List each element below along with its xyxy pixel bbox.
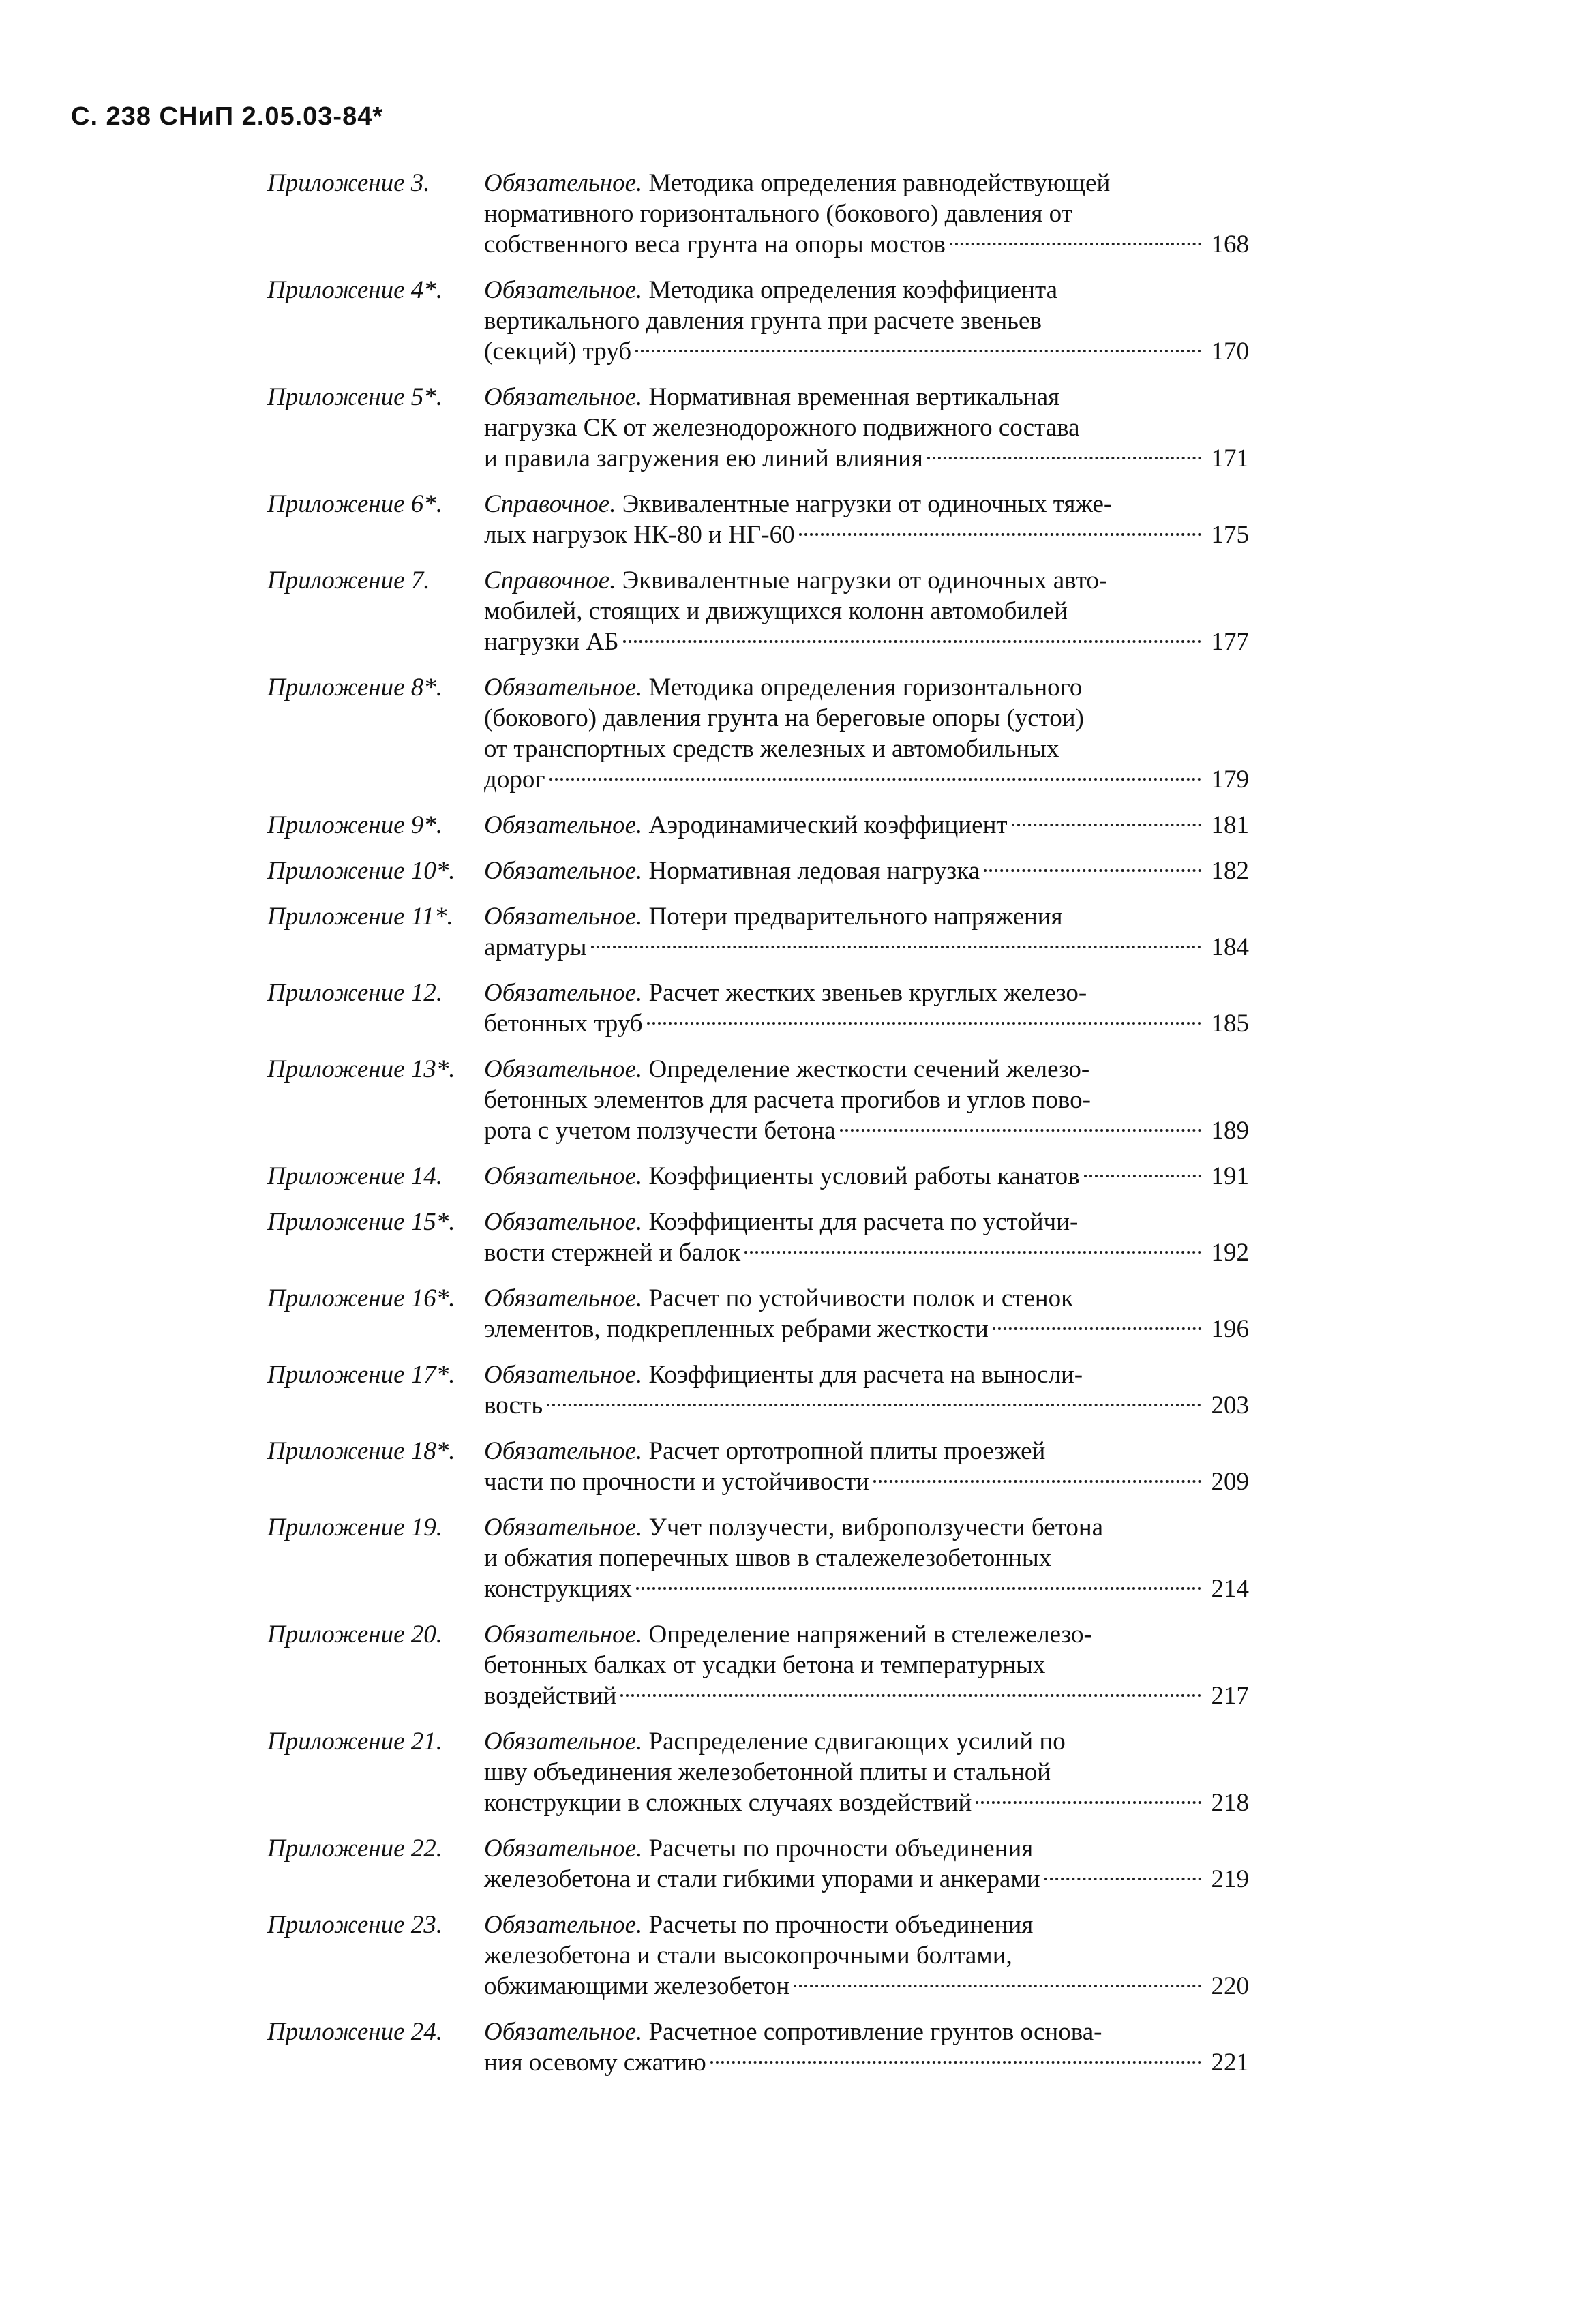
entry-line [484, 734, 1249, 764]
toc-entry [267, 1833, 1263, 1895]
entry-text: Расчеты по прочности объединения [648, 1835, 1034, 1863]
entry-line [484, 1833, 1249, 1864]
entry-line [484, 1726, 1249, 1757]
appendix-label: Приложение 17*. [267, 1361, 455, 1389]
entry-last-line [484, 932, 1249, 963]
entry-last-line [484, 336, 1249, 367]
entry-type: Обязательное. [484, 1513, 643, 1541]
entry-text: ния осевому сжатию [484, 2049, 706, 2077]
entry-last-text [484, 627, 619, 657]
entry-text: Расчеты по прочности объединения [648, 1911, 1034, 1939]
appendix-label: Приложение 15*. [267, 1208, 455, 1236]
running-head: С. 238 СНиП 2.05.03-84* [71, 102, 384, 131]
appendix-label: Приложение 19. [267, 1513, 443, 1541]
entry-text: нормативного горизонтального (бокового) давления от [484, 200, 1072, 228]
entry-text: воздействий [484, 1682, 617, 1710]
entry-text: рота с учетом ползучести бетона [484, 1117, 836, 1145]
entry-last-text [484, 1788, 972, 1818]
entry-type: Обязательное. [484, 276, 643, 304]
entry-text: шву объединения железобетонной плиты и стальной [484, 1758, 1051, 1786]
entry-line [484, 305, 1249, 336]
dot-leader [1012, 824, 1201, 826]
appendix-label: Приложение 16*. [267, 1284, 455, 1312]
entry-body [484, 1512, 1249, 1604]
entry-type: Обязательное. [484, 979, 643, 1007]
entry-type: Обязательное. [484, 857, 643, 885]
entry-type: Обязательное. [484, 1437, 643, 1465]
entry-line [484, 1283, 1249, 1314]
entry-type: Обязательное. [484, 1284, 643, 1312]
entry-last-line [484, 443, 1249, 474]
entry-last-text [484, 1314, 989, 1344]
entry-line [484, 2017, 1249, 2047]
entry-line [484, 1650, 1249, 1680]
entry-text: дорог [484, 766, 545, 794]
entry-text: части по прочности и устойчивости [484, 1468, 869, 1496]
entry-text: вости стержней и балок [484, 1239, 741, 1267]
dot-leader [744, 1251, 1201, 1254]
entry-text: бетонных труб [484, 1010, 643, 1038]
toc-entry [267, 1512, 1263, 1604]
entry-type: Обязательное. [484, 1055, 643, 1083]
entry-last-text [484, 2047, 706, 2078]
entry-body [484, 1283, 1249, 1344]
dot-leader [620, 1694, 1201, 1697]
entry-last-text [484, 810, 1008, 841]
dot-leader [840, 1129, 1201, 1132]
toc-entry [267, 672, 1263, 795]
toc-entry [267, 1359, 1263, 1421]
page-number: 218 [1211, 1789, 1249, 1817]
appendix-label: Приложение 4*. [267, 276, 443, 304]
entry-line [484, 168, 1249, 198]
entry-body [484, 489, 1249, 550]
entry-type: Обязательное. [484, 1728, 643, 1755]
entry-text: Эквивалентные нагрузки от одиночных авто- [622, 567, 1108, 594]
entry-last-line [484, 1390, 1249, 1421]
entry-line [484, 1054, 1249, 1085]
appendix-label: Приложение 21. [267, 1728, 443, 1755]
dot-leader [799, 533, 1201, 536]
entry-text: (бокового) давления грунта на береговые опоры (устои) [484, 704, 1084, 732]
entry-text: вертикального давления грунта при расчете звеньев [484, 307, 1042, 335]
entry-text: Потери предварительного напряжения [648, 903, 1063, 931]
toc-entry [267, 565, 1263, 657]
entry-text: Коэффициенты условий работы канатов [648, 1162, 1080, 1190]
entry-line [484, 382, 1249, 412]
entry-last-text [484, 856, 980, 886]
entry-text: обжимающими железобетон [484, 1972, 790, 2000]
entry-type: Обязательное. [484, 169, 643, 197]
entry-line [484, 672, 1249, 703]
entry-last-line [484, 1971, 1249, 2002]
entry-last-text [484, 1680, 616, 1711]
entry-text: собственного веса грунта на опоры мостов [484, 230, 946, 258]
page-number: 191 [1211, 1162, 1249, 1190]
appendix-label: Приложение 11*. [267, 903, 453, 931]
entry-text: Расчет жестких звеньев круглых железо- [648, 979, 1087, 1007]
entry-last-text [484, 1573, 632, 1604]
entry-last-line [484, 229, 1249, 260]
dot-leader [547, 1404, 1201, 1406]
page-number: 217 [1211, 1682, 1249, 1710]
page-number: 209 [1211, 1468, 1249, 1496]
entry-line [484, 1910, 1249, 1940]
entry-text: нагрузка СК от железнодорожного подвижного состава [484, 414, 1080, 442]
entry-last-line [484, 519, 1249, 550]
entry-last-line [484, 627, 1249, 657]
appendix-label: Приложение 3. [267, 169, 430, 197]
dot-leader [710, 2061, 1201, 2064]
entry-type: Обязательное. [484, 1361, 643, 1389]
entry-text: элементов, подкрепленных ребрами жесткости [484, 1315, 989, 1343]
entry-text: Распределение сдвигающих усилий по [648, 1728, 1066, 1755]
toc-entry [267, 1619, 1263, 1711]
entry-type: Обязательное. [484, 811, 643, 839]
entry-text: и обжатия поперечных швов в сталежелезобетонных [484, 1544, 1052, 1572]
entry-last-line [484, 1573, 1249, 1604]
toc-entry [267, 382, 1263, 474]
entry-body [484, 978, 1249, 1039]
toc-entry [267, 275, 1263, 367]
entry-line [484, 1207, 1249, 1237]
page-number: 177 [1211, 628, 1249, 656]
entry-text: Методика определения коэффициента [648, 276, 1058, 304]
dot-leader [950, 243, 1201, 245]
dot-leader [1044, 1878, 1201, 1880]
entry-line [484, 703, 1249, 734]
entry-line [484, 412, 1249, 443]
appendix-label: Приложение 23. [267, 1911, 443, 1939]
toc-entry [267, 1910, 1263, 2002]
toc-entry [267, 1161, 1263, 1192]
page-number: 184 [1211, 933, 1249, 961]
entry-last-line [484, 1161, 1249, 1192]
entry-last-text [484, 519, 795, 550]
entry-text: вость [484, 1391, 543, 1419]
page-number: 185 [1211, 1010, 1249, 1038]
entry-line [484, 901, 1249, 932]
entry-body [484, 275, 1249, 367]
entry-body [484, 1436, 1249, 1497]
page-number: 203 [1211, 1391, 1249, 1419]
entry-body [484, 1207, 1249, 1268]
entry-text: железобетона и стали гибкими упорами и анкерами [484, 1865, 1040, 1893]
entry-last-text [484, 764, 545, 795]
entry-last-line [484, 1466, 1249, 1497]
page-number: 182 [1211, 857, 1249, 885]
entry-line [484, 978, 1249, 1008]
entry-body [484, 1910, 1249, 2002]
appendix-label: Приложение 14. [267, 1162, 443, 1190]
entry-line [484, 1359, 1249, 1390]
entry-text: Аэродинамический коэффициент [648, 811, 1008, 839]
entry-type: Обязательное. [484, 1911, 643, 1939]
entry-text: Определение напряжений в стележелезо- [648, 1620, 1092, 1648]
entry-last-text [484, 932, 587, 963]
entry-body [484, 168, 1249, 260]
entry-text: и правила загружения ею линий влияния [484, 444, 923, 472]
page-number: 219 [1211, 1865, 1249, 1893]
entry-text: Коэффициенты для расчета по устойчи- [648, 1208, 1079, 1236]
appendix-label: Приложение 9*. [267, 811, 443, 839]
entry-body [484, 2017, 1249, 2078]
entry-type: Обязательное. [484, 903, 643, 931]
entry-body [484, 856, 1249, 886]
entry-last-text [484, 1390, 543, 1421]
toc-entry [267, 489, 1263, 550]
entry-last-text [484, 1466, 869, 1497]
entry-text: Коэффициенты для расчета на выносли- [648, 1361, 1083, 1389]
entry-last-text [484, 1008, 643, 1039]
entry-text: конструкции в сложных случаях воздействий [484, 1789, 972, 1817]
entry-text: (секций) труб [484, 337, 632, 365]
toc-entry [267, 1207, 1263, 1268]
entry-last-text [484, 1161, 1080, 1192]
appendix-label: Приложение 6*. [267, 490, 443, 518]
toc-entry [267, 810, 1263, 841]
entry-text: Определение жесткости сечений железо- [648, 1055, 1090, 1083]
toc-entry [267, 1054, 1263, 1146]
entry-text: бетонных элементов для расчета прогибов и углов пово- [484, 1086, 1091, 1114]
entry-type: Справочное. [484, 567, 616, 594]
dot-leader [873, 1480, 1201, 1483]
entry-text: Нормативная ледовая нагрузка [648, 857, 980, 885]
entry-text: мобилей, стоящих и движущихся колонн автомобилей [484, 597, 1068, 625]
entry-text: от транспортных средств железных и автомобильных [484, 735, 1059, 763]
entry-line [484, 1436, 1249, 1466]
entry-type: Обязательное. [484, 1835, 643, 1863]
page-number: 179 [1211, 766, 1249, 794]
page-number: 168 [1211, 230, 1249, 258]
page-number: 170 [1211, 337, 1249, 365]
entry-line [484, 275, 1249, 305]
entry-last-line [484, 1115, 1249, 1146]
toc-entry [267, 1436, 1263, 1497]
entry-last-line [484, 764, 1249, 795]
entry-body [484, 1833, 1249, 1895]
entry-last-text [484, 1864, 1040, 1895]
entry-type: Обязательное. [484, 674, 643, 702]
appendix-label: Приложение 18*. [267, 1437, 455, 1465]
entry-body [484, 1619, 1249, 1711]
entry-text: конструкциях [484, 1575, 633, 1603]
entry-body [484, 1726, 1249, 1818]
toc-entry [267, 2017, 1263, 2078]
entry-line [484, 596, 1249, 627]
appendix-label: Приложение 5*. [267, 383, 443, 411]
entry-text: Расчетное сопротивление грунтов основа- [648, 2018, 1102, 2046]
dot-leader [1084, 1175, 1201, 1177]
entry-last-line [484, 1008, 1249, 1039]
dot-leader [623, 640, 1201, 643]
entry-text: железобетона и стали высокопрочными болтами, [484, 1942, 1012, 1970]
page-number: 181 [1211, 811, 1249, 839]
page-number: 220 [1211, 1972, 1249, 2000]
entry-line [484, 198, 1249, 229]
entry-type: Обязательное. [484, 1162, 643, 1190]
appendix-label: Приложение 13*. [267, 1055, 455, 1083]
entry-body [484, 1054, 1249, 1146]
entry-last-line [484, 1680, 1249, 1711]
dot-leader [647, 1022, 1201, 1025]
entry-text: бетонных балках от усадки бетона и температурных [484, 1651, 1046, 1679]
entry-last-line [484, 810, 1249, 841]
entry-body [484, 810, 1249, 841]
entry-line [484, 489, 1249, 519]
toc-entry [267, 978, 1263, 1039]
appendix-label: Приложение 12. [267, 979, 443, 1007]
toc-entry [267, 901, 1263, 963]
dot-leader [635, 350, 1201, 352]
dot-leader [976, 1801, 1201, 1804]
entry-last-text [484, 443, 923, 474]
entry-body [484, 1161, 1249, 1192]
appendix-label: Приложение 20. [267, 1620, 443, 1648]
entry-line [484, 1619, 1249, 1650]
entry-body [484, 565, 1249, 657]
entry-text: Методика определения горизонтального [648, 674, 1083, 702]
entry-type: Обязательное. [484, 1208, 643, 1236]
entry-type: Обязательное. [484, 383, 643, 411]
toc-entry [267, 1283, 1263, 1344]
entry-line [484, 1940, 1249, 1971]
entry-last-line [484, 1788, 1249, 1818]
entry-body [484, 672, 1249, 795]
dot-leader [636, 1587, 1201, 1590]
dot-leader [993, 1327, 1201, 1330]
appendix-label: Приложение 22. [267, 1835, 443, 1863]
toc-entry [267, 856, 1263, 886]
entry-line [484, 1757, 1249, 1788]
entry-body [484, 901, 1249, 963]
entry-text: Расчет ортотропной плиты проезжей [648, 1437, 1046, 1465]
entry-text: лых нагрузок НК-80 и НГ-60 [484, 521, 795, 549]
page-number: 175 [1211, 521, 1249, 549]
page-number: 192 [1211, 1239, 1249, 1267]
page-number: 189 [1211, 1117, 1249, 1145]
page-number: 221 [1211, 2049, 1249, 2077]
dot-leader [794, 1985, 1201, 1987]
entry-last-text [484, 229, 946, 260]
entry-text: нагрузки АБ [484, 628, 619, 656]
page-number: 214 [1211, 1575, 1249, 1603]
dot-leader [591, 946, 1201, 948]
appendix-label: Приложение 8*. [267, 674, 443, 702]
entry-text: арматуры [484, 933, 587, 961]
entry-line [484, 1512, 1249, 1543]
appendix-label: Приложение 24. [267, 2018, 443, 2046]
entry-last-line [484, 1864, 1249, 1895]
entry-text: Нормативная временная вертикальная [648, 383, 1060, 411]
entry-last-line [484, 1314, 1249, 1344]
entry-text: Методика определения равнодействующей [648, 169, 1111, 197]
entry-type: Обязательное. [484, 2018, 643, 2046]
entry-last-line [484, 2047, 1249, 2078]
dot-leader [984, 869, 1201, 872]
page-number: 196 [1211, 1315, 1249, 1343]
entry-last-line [484, 856, 1249, 886]
table-of-contents [267, 168, 1263, 2093]
appendix-label: Приложение 10*. [267, 857, 455, 885]
entry-line [484, 565, 1249, 596]
entry-last-text [484, 1971, 789, 2002]
entry-body [484, 382, 1249, 474]
entry-last-text [484, 336, 631, 367]
entry-type: Справочное. [484, 490, 616, 518]
entry-line [484, 1543, 1249, 1573]
page-number: 171 [1211, 444, 1249, 472]
entry-body [484, 1359, 1249, 1421]
entry-text: Эквивалентные нагрузки от одиночных тяже- [622, 490, 1113, 518]
entry-line [484, 1085, 1249, 1115]
entry-last-text [484, 1237, 740, 1268]
entry-text: Расчет по устойчивости полок и стенок [648, 1284, 1074, 1312]
dot-leader [927, 457, 1201, 459]
dot-leader [549, 778, 1201, 781]
toc-entry [267, 168, 1263, 260]
entry-type: Обязательное. [484, 1620, 643, 1648]
entry-text: Учет ползучести, виброползучести бетона [648, 1513, 1104, 1541]
entry-last-line [484, 1237, 1249, 1268]
entry-last-text [484, 1115, 836, 1146]
toc-entry [267, 1726, 1263, 1818]
appendix-label: Приложение 7. [267, 567, 430, 594]
